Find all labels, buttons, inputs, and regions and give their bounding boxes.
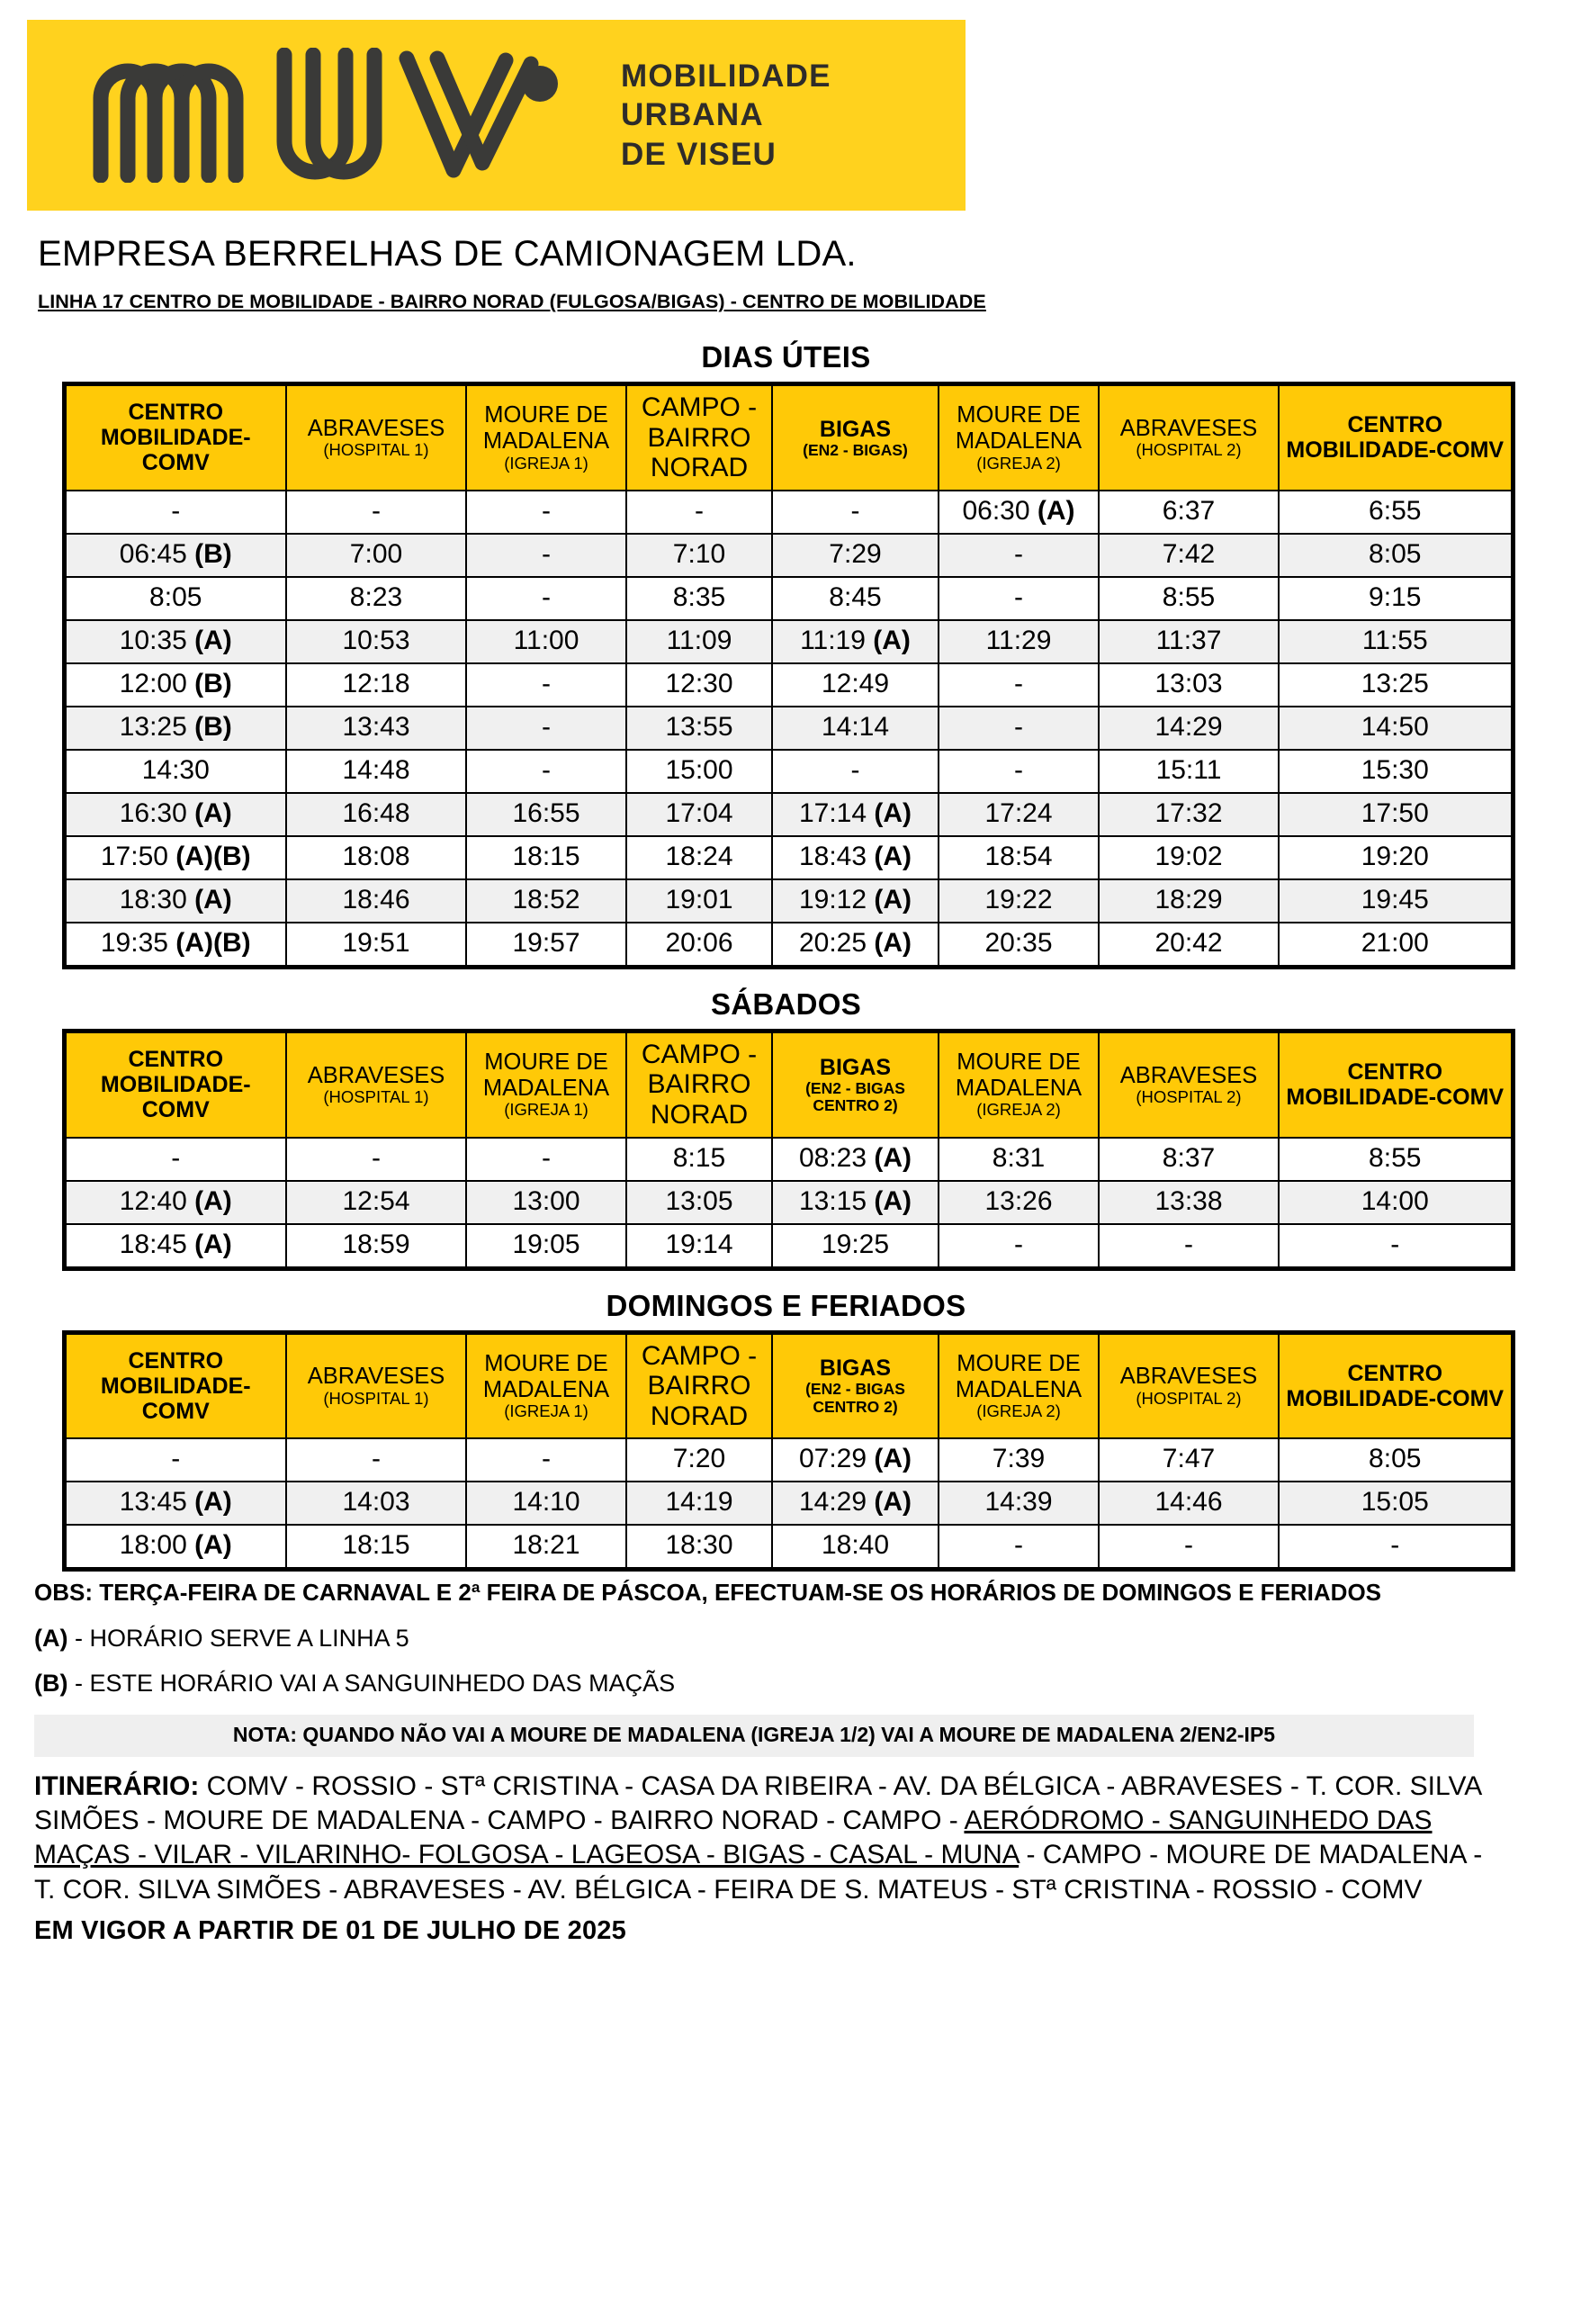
schedule-table-wrapper-sabados bbox=[62, 1029, 1511, 1271]
departure-time-cell: 11:19 (A) bbox=[772, 620, 939, 663]
column-header-main: CAMPO - BAIRRO NORAD bbox=[641, 1340, 758, 1431]
column-header-campo-bairro-norad bbox=[626, 1031, 772, 1137]
itinerary bbox=[34, 1770, 1492, 1908]
departure-time-cell: 7:47 bbox=[1099, 1438, 1279, 1482]
column-header-abraveses-hospital-2 bbox=[1099, 384, 1279, 491]
departure-time-cell: - bbox=[939, 707, 1099, 750]
column-header-abraveses-hospital-1 bbox=[286, 384, 466, 491]
column-header-sub: (IGREJA 1) bbox=[504, 1100, 588, 1120]
schedule-table-dias-uteis bbox=[62, 382, 1515, 969]
departure-time-cell: 18:21 bbox=[466, 1525, 626, 1570]
column-header-campo-bairro-norad bbox=[626, 1332, 772, 1438]
departure-time-cell: 13:25 bbox=[1279, 663, 1513, 707]
departure-time-cell: 14:30 bbox=[64, 750, 286, 793]
line-title: LINHA 17 CENTRO DE MOBILIDADE - BAIRRO NORAD (FULGOSA/BIGAS) - CENTRO DE MOBILIDADE bbox=[38, 291, 986, 312]
column-header-main: MOURE DE MADALENA bbox=[482, 402, 610, 455]
column-header-main: ABRAVESES bbox=[307, 1062, 445, 1088]
departure-time-cell: - bbox=[466, 491, 626, 534]
departure-time-cell: 10:53 bbox=[286, 620, 466, 663]
departure-time-cell: - bbox=[466, 707, 626, 750]
departure-time-cell: 14:48 bbox=[286, 750, 466, 793]
legend-a-text: - HORÁRIO SERVE A LINHA 5 bbox=[67, 1625, 409, 1653]
table-row bbox=[64, 793, 1513, 836]
service-note-marker: (A) bbox=[194, 1530, 232, 1561]
service-note-marker: (B) bbox=[194, 538, 232, 569]
departure-time-cell: - bbox=[939, 1224, 1099, 1269]
column-header-main: BIGAS bbox=[819, 416, 892, 442]
column-header-sub: (HOSPITAL 2) bbox=[1136, 440, 1242, 460]
itinerary-part-2: - CAMPO - MOURE DE MADALENA - T. COR. SILVA SIMÕES - ABRAVESES - AV. BÉLGICA - FEIRA DE S. MATEUS - STª CRISTINA - ROSSIO - COMV bbox=[34, 1840, 1483, 1905]
departure-time-cell: 14:29 bbox=[1099, 707, 1279, 750]
legend-b-key: (B) bbox=[34, 1670, 68, 1698]
departure-time-cell: 7:29 bbox=[772, 534, 939, 577]
departure-time-cell: 17:24 bbox=[939, 793, 1099, 836]
column-header-abraveses-hospital-1 bbox=[286, 1031, 466, 1137]
departure-time-cell: 7:39 bbox=[939, 1438, 1099, 1482]
service-note-marker: (A) bbox=[175, 841, 213, 871]
departure-time-cell: 6:55 bbox=[1279, 491, 1513, 534]
departure-time-cell: 8:31 bbox=[939, 1138, 1099, 1181]
service-note-marker: (A) bbox=[874, 1487, 912, 1518]
departure-time-cell: 13:26 bbox=[939, 1181, 1099, 1224]
departure-time-cell: - bbox=[466, 1438, 626, 1482]
departure-time-cell: 08:23 (A) bbox=[772, 1138, 939, 1181]
service-note-marker: (A) bbox=[194, 884, 232, 914]
departure-time-cell: 19:05 bbox=[466, 1224, 626, 1269]
departure-time-cell: - bbox=[64, 491, 286, 534]
departure-time-cell: 12:40 (A) bbox=[64, 1181, 286, 1224]
muv-logo-icon bbox=[90, 48, 594, 183]
departure-time-cell: 18:54 bbox=[939, 836, 1099, 879]
service-note-marker: (A) bbox=[194, 1185, 232, 1216]
column-header-centro-mobilidade-comv bbox=[1279, 1332, 1513, 1438]
table-row bbox=[64, 1224, 1513, 1269]
departure-time-cell: 12:00 (B) bbox=[64, 663, 286, 707]
departure-time-cell: 18:59 bbox=[286, 1224, 466, 1269]
departure-time-cell: 19:14 bbox=[626, 1224, 772, 1269]
departure-time-cell: - bbox=[286, 1138, 466, 1181]
departure-time-cell: 12:49 bbox=[772, 663, 939, 707]
column-header-sub: (EN2 - BIGAS CENTRO 2) bbox=[805, 1380, 905, 1416]
departure-time-cell: - bbox=[286, 1438, 466, 1482]
departure-time-cell: 13:25 (B) bbox=[64, 707, 286, 750]
departure-time-cell: 10:35 (A) bbox=[64, 620, 286, 663]
service-note-marker: (B) bbox=[194, 711, 232, 742]
column-header-bigas-en2-bigas-centro-2 bbox=[772, 1332, 939, 1438]
column-header-main: CENTRO MOBILIDADE-COMV bbox=[100, 1047, 251, 1123]
departure-time-cell: 8:35 bbox=[626, 577, 772, 620]
departure-time-cell: 17:32 bbox=[1099, 793, 1279, 836]
departure-time-cell: 14:00 bbox=[1279, 1181, 1513, 1224]
service-note-marker: (B) bbox=[212, 927, 251, 958]
service-note-marker: (A) bbox=[874, 1444, 912, 1474]
departure-time-cell: 14:14 bbox=[772, 707, 939, 750]
column-header-main: CAMPO - BAIRRO NORAD bbox=[641, 392, 758, 483]
nota-box: NOTA: QUANDO NÃO VAI A MOURE DE MADALENA (IGREJA 1/2) VAI A MOURE DE MADALENA 2/EN2-IP5 bbox=[34, 1715, 1474, 1757]
departure-time-cell: 18:08 bbox=[286, 836, 466, 879]
column-header-moure-de-madalena-igreja-1 bbox=[466, 1332, 626, 1438]
departure-time-cell: 17:14 (A) bbox=[772, 793, 939, 836]
departure-time-cell: - bbox=[1099, 1224, 1279, 1269]
column-header-main: MOURE DE MADALENA bbox=[482, 1049, 610, 1101]
column-header-main: MOURE DE MADALENA bbox=[955, 402, 1082, 455]
column-header-centro-mobilidade-comv bbox=[1279, 384, 1513, 491]
company-name: EMPRESA BERRELHAS DE CAMIONAGEM LDA. bbox=[38, 234, 857, 274]
departure-time-cell: - bbox=[939, 534, 1099, 577]
departure-time-cell: 13:38 bbox=[1099, 1181, 1279, 1224]
schedule-table-wrapper-dias-uteis bbox=[62, 382, 1511, 969]
departure-time-cell: 19:02 bbox=[1099, 836, 1279, 879]
service-note-marker: (A) bbox=[873, 625, 911, 655]
departure-time-cell: 13:03 bbox=[1099, 663, 1279, 707]
column-header-centro-mobilidade-comv bbox=[64, 1332, 286, 1438]
departure-time-cell: 14:03 bbox=[286, 1482, 466, 1525]
departure-time-cell: - bbox=[939, 577, 1099, 620]
table-header-row bbox=[64, 1332, 1513, 1438]
brand-banner bbox=[27, 20, 966, 211]
departure-time-cell: 7:20 bbox=[626, 1438, 772, 1482]
column-header-sub: (IGREJA 2) bbox=[976, 1100, 1061, 1120]
table-row bbox=[64, 491, 1513, 534]
departure-time-cell: 19:45 bbox=[1279, 879, 1513, 923]
departure-time-cell: 19:51 bbox=[286, 923, 466, 968]
column-header-bigas-en2-bigas-centro-2 bbox=[772, 1031, 939, 1137]
departure-time-cell: - bbox=[466, 534, 626, 577]
column-header-main: ABRAVESES bbox=[1119, 415, 1258, 441]
section-title-sabados: SÁBADOS bbox=[710, 986, 862, 1021]
departure-time-cell: 13:05 bbox=[626, 1181, 772, 1224]
itinerary-label: ITINERÁRIO: bbox=[34, 1770, 200, 1801]
service-note-marker: (A) bbox=[175, 927, 213, 958]
table-row bbox=[64, 1438, 1513, 1482]
departure-time-cell: 14:29 (A) bbox=[772, 1482, 939, 1525]
schedule-table-wrapper-domingos-e-feriados bbox=[62, 1330, 1511, 1572]
departure-time-cell: 8:45 bbox=[772, 577, 939, 620]
departure-time-cell: 12:30 bbox=[626, 663, 772, 707]
departure-time-cell: - bbox=[466, 1138, 626, 1181]
departure-time-cell: - bbox=[1099, 1525, 1279, 1570]
departure-time-cell: 18:40 bbox=[772, 1525, 939, 1570]
column-header-moure-de-madalena-igreja-2 bbox=[939, 1031, 1099, 1137]
section-title-domingos-e-feriados: DOMINGOS E FERIADOS bbox=[606, 1288, 966, 1322]
schedule-table-domingos-e-feriados bbox=[62, 1330, 1515, 1572]
table-row bbox=[64, 577, 1513, 620]
column-header-sub: (HOSPITAL 2) bbox=[1136, 1087, 1242, 1107]
departure-time-cell: - bbox=[466, 750, 626, 793]
schedule-sections bbox=[0, 340, 1572, 1572]
departure-time-cell: 7:10 bbox=[626, 534, 772, 577]
service-note-marker: (A) bbox=[194, 625, 232, 655]
departure-time-cell: 12:54 bbox=[286, 1181, 466, 1224]
column-header-campo-bairro-norad bbox=[626, 384, 772, 491]
departure-time-cell: 18:46 bbox=[286, 879, 466, 923]
departure-time-cell: 16:48 bbox=[286, 793, 466, 836]
column-header-sub: (EN2 - BIGAS CENTRO 2) bbox=[805, 1078, 905, 1115]
departure-time-cell: - bbox=[64, 1138, 286, 1181]
departure-time-cell: 18:29 bbox=[1099, 879, 1279, 923]
departure-time-cell: 15:05 bbox=[1279, 1482, 1513, 1525]
departure-time-cell: 9:15 bbox=[1279, 577, 1513, 620]
service-note-marker: (A) bbox=[194, 1487, 232, 1518]
in-force-date: EM VIGOR A PARTIR DE 01 DE JULHO DE 2025 bbox=[34, 1916, 626, 1946]
column-header-main: CENTRO MOBILIDADE-COMV bbox=[1286, 412, 1505, 464]
departure-time-cell: 19:35 (A)(B) bbox=[64, 923, 286, 968]
column-header-main: BIGAS bbox=[819, 1356, 892, 1382]
column-header-abraveses-hospital-1 bbox=[286, 1332, 466, 1438]
column-header-main: ABRAVESES bbox=[1119, 1062, 1258, 1088]
column-header-abraveses-hospital-2 bbox=[1099, 1031, 1279, 1137]
departure-time-cell: - bbox=[939, 663, 1099, 707]
column-header-moure-de-madalena-igreja-2 bbox=[939, 1332, 1099, 1438]
column-header-main: CENTRO MOBILIDADE-COMV bbox=[100, 1347, 251, 1424]
service-note-marker: (B) bbox=[212, 841, 251, 871]
departure-time-cell: 6:37 bbox=[1099, 491, 1279, 534]
wordmark-line-3: DE VISEU bbox=[621, 136, 777, 172]
departure-time-cell: 17:50 (A)(B) bbox=[64, 836, 286, 879]
departure-time-cell: 13:43 bbox=[286, 707, 466, 750]
departure-time-cell: 13:00 bbox=[466, 1181, 626, 1224]
observation-note: OBS: TERÇA-FEIRA DE CARNAVAL E 2ª FEIRA DE PÁSCOA, EFECTUAM-SE OS HORÁRIOS DE DOMINGOS E FERIADOS bbox=[34, 1579, 1382, 1607]
column-header-main: MOURE DE MADALENA bbox=[482, 1351, 610, 1402]
departure-time-cell: 14:50 bbox=[1279, 707, 1513, 750]
departure-time-cell: 8:55 bbox=[1099, 577, 1279, 620]
column-header-main: CENTRO MOBILIDADE-COMV bbox=[1286, 1059, 1505, 1111]
departure-time-cell: 13:55 bbox=[626, 707, 772, 750]
column-header-moure-de-madalena-igreja-1 bbox=[466, 384, 626, 491]
departure-time-cell: 18:00 (A) bbox=[64, 1525, 286, 1570]
departure-time-cell: 21:00 bbox=[1279, 923, 1513, 968]
table-header-row bbox=[64, 384, 1513, 491]
departure-time-cell: 17:50 bbox=[1279, 793, 1513, 836]
column-header-centro-mobilidade-comv bbox=[64, 384, 286, 491]
table-row bbox=[64, 663, 1513, 707]
departure-time-cell: 19:20 bbox=[1279, 836, 1513, 879]
departure-time-cell: 17:04 bbox=[626, 793, 772, 836]
table-row bbox=[64, 879, 1513, 923]
column-header-moure-de-madalena-igreja-2 bbox=[939, 384, 1099, 491]
column-header-main: ABRAVESES bbox=[307, 1364, 445, 1390]
table-header-row bbox=[64, 1031, 1513, 1137]
departure-time-cell: 15:11 bbox=[1099, 750, 1279, 793]
departure-time-cell: 18:52 bbox=[466, 879, 626, 923]
departure-time-cell: 11:09 bbox=[626, 620, 772, 663]
service-note-marker: (A) bbox=[1037, 495, 1075, 526]
departure-time-cell: 20:25 (A) bbox=[772, 923, 939, 968]
departure-time-cell: 20:06 bbox=[626, 923, 772, 968]
column-header-sub: (IGREJA 2) bbox=[976, 1401, 1061, 1421]
logo-dot-icon bbox=[522, 66, 558, 102]
column-header-main: BIGAS bbox=[819, 1054, 892, 1080]
column-header-main: ABRAVESES bbox=[1119, 1364, 1258, 1390]
departure-time-cell: 8:55 bbox=[1279, 1138, 1513, 1181]
itinerary-part-1: COMV - ROSSIO - STª CRISTINA - CASA DA RIBEIRA - AV. DA BÉLGICA - ABRAVESES - T. COR. SILVA SIMÕES - MOURE DE MADALENA - CAMPO - BAIRRO NORAD - CAMPO - bbox=[34, 1770, 1481, 1835]
legend-a bbox=[34, 1624, 1492, 1653]
departure-time-cell: 14:10 bbox=[466, 1482, 626, 1525]
column-header-sub: (IGREJA 1) bbox=[504, 453, 588, 473]
departure-time-cell: 12:18 bbox=[286, 663, 466, 707]
column-header-main: CAMPO - BAIRRO NORAD bbox=[641, 1039, 758, 1130]
legend-a-key: (A) bbox=[34, 1625, 68, 1653]
departure-time-cell: 19:01 bbox=[626, 879, 772, 923]
departure-time-cell: - bbox=[939, 1525, 1099, 1570]
table-row bbox=[64, 1482, 1513, 1525]
service-note-marker: (A) bbox=[874, 884, 912, 914]
departure-time-cell: - bbox=[626, 491, 772, 534]
departure-time-cell: 14:19 bbox=[626, 1482, 772, 1525]
departure-time-cell: 07:29 (A) bbox=[772, 1438, 939, 1482]
departure-time-cell: 18:15 bbox=[286, 1525, 466, 1570]
legend-b bbox=[34, 1669, 1492, 1698]
column-header-centro-mobilidade-comv bbox=[64, 1031, 286, 1137]
departure-time-cell: 8:15 bbox=[626, 1138, 772, 1181]
service-note-marker: (B) bbox=[194, 668, 232, 698]
column-header-main: ABRAVESES bbox=[307, 415, 445, 441]
departure-time-cell: 7:00 bbox=[286, 534, 466, 577]
departure-time-cell: 16:30 (A) bbox=[64, 793, 286, 836]
departure-time-cell: 16:55 bbox=[466, 793, 626, 836]
departure-time-cell: 8:05 bbox=[1279, 534, 1513, 577]
departure-time-cell: 20:35 bbox=[939, 923, 1099, 968]
table-row bbox=[64, 1181, 1513, 1224]
service-note-marker: (A) bbox=[874, 797, 912, 828]
departure-time-cell: - bbox=[64, 1438, 286, 1482]
column-header-centro-mobilidade-comv bbox=[1279, 1031, 1513, 1137]
departure-time-cell: 15:30 bbox=[1279, 750, 1513, 793]
service-note-marker: (A) bbox=[874, 1142, 912, 1173]
table-row bbox=[64, 707, 1513, 750]
departure-time-cell: 06:30 (A) bbox=[939, 491, 1099, 534]
table-row bbox=[64, 1138, 1513, 1181]
departure-time-cell: 20:42 bbox=[1099, 923, 1279, 968]
departure-time-cell: - bbox=[772, 491, 939, 534]
departure-time-cell: 15:00 bbox=[626, 750, 772, 793]
column-header-moure-de-madalena-igreja-1 bbox=[466, 1031, 626, 1137]
departure-time-cell: 8:23 bbox=[286, 577, 466, 620]
departure-time-cell: 06:45 (B) bbox=[64, 534, 286, 577]
departure-time-cell: 13:45 (A) bbox=[64, 1482, 286, 1525]
column-header-main: CENTRO MOBILIDADE-COMV bbox=[100, 400, 251, 476]
departure-time-cell: 11:55 bbox=[1279, 620, 1513, 663]
departure-time-cell: - bbox=[1279, 1525, 1513, 1570]
schedule-table-sabados bbox=[62, 1029, 1515, 1271]
timetable-document bbox=[0, 20, 1572, 2324]
column-header-abraveses-hospital-2 bbox=[1099, 1332, 1279, 1438]
departure-time-cell: 8:05 bbox=[64, 577, 286, 620]
departure-time-cell: - bbox=[286, 491, 466, 534]
departure-time-cell: - bbox=[1279, 1224, 1513, 1269]
column-header-sub: (IGREJA 1) bbox=[504, 1401, 588, 1421]
departure-time-cell: - bbox=[772, 750, 939, 793]
service-note-marker: (A) bbox=[874, 841, 912, 871]
departure-time-cell: 18:45 (A) bbox=[64, 1224, 286, 1269]
departure-time-cell: 11:29 bbox=[939, 620, 1099, 663]
column-header-bigas-en2-bigas bbox=[772, 384, 939, 491]
service-note-marker: (A) bbox=[874, 1185, 912, 1216]
column-header-sub: (EN2 - BIGAS) bbox=[803, 440, 908, 459]
table-row bbox=[64, 620, 1513, 663]
column-header-sub: (HOSPITAL 1) bbox=[323, 440, 429, 460]
column-header-sub: (IGREJA 2) bbox=[976, 453, 1061, 473]
column-header-sub: (HOSPITAL 1) bbox=[323, 1388, 429, 1408]
section-title-dias-uteis: DIAS ÚTEIS bbox=[701, 340, 871, 374]
departure-time-cell: - bbox=[939, 750, 1099, 793]
departure-time-cell: 19:22 bbox=[939, 879, 1099, 923]
column-header-main: MOURE DE MADALENA bbox=[955, 1049, 1082, 1101]
brand-wordmark bbox=[621, 57, 831, 174]
legend-b-text: - ESTE HORÁRIO VAI A SANGUINHEDO DAS MAÇÃS bbox=[67, 1670, 676, 1698]
departure-time-cell: 13:15 (A) bbox=[772, 1181, 939, 1224]
departure-time-cell: 8:37 bbox=[1099, 1138, 1279, 1181]
wordmark-line-2: URBANA bbox=[621, 97, 764, 133]
column-header-sub: (HOSPITAL 1) bbox=[323, 1087, 429, 1107]
departure-time-cell: 18:15 bbox=[466, 836, 626, 879]
table-row bbox=[64, 750, 1513, 793]
column-header-main: CENTRO MOBILIDADE-COMV bbox=[1286, 1360, 1505, 1411]
departure-time-cell: 18:43 (A) bbox=[772, 836, 939, 879]
table-row bbox=[64, 534, 1513, 577]
departure-time-cell: 8:05 bbox=[1279, 1438, 1513, 1482]
service-note-marker: (A) bbox=[194, 797, 232, 828]
column-header-sub: (HOSPITAL 2) bbox=[1136, 1388, 1242, 1408]
departure-time-cell: 14:46 bbox=[1099, 1482, 1279, 1525]
departure-time-cell: 19:12 (A) bbox=[772, 879, 939, 923]
departure-time-cell: - bbox=[466, 577, 626, 620]
departure-time-cell: 19:57 bbox=[466, 923, 626, 968]
column-header-main: MOURE DE MADALENA bbox=[955, 1351, 1082, 1402]
departure-time-cell: 14:39 bbox=[939, 1482, 1099, 1525]
service-note-marker: (A) bbox=[194, 1229, 232, 1259]
table-row bbox=[64, 836, 1513, 879]
departure-time-cell: 18:24 bbox=[626, 836, 772, 879]
footer-notes bbox=[34, 1579, 1492, 1946]
departure-time-cell: 7:42 bbox=[1099, 534, 1279, 577]
departure-time-cell: 18:30 bbox=[626, 1525, 772, 1570]
itinerary-underlined-part: AERÓDROMO - SANGUINHEDO DAS MAÇAS - VILAR - VILARINHO- FOLGOSA - LAGEOSA - BIGAS - CASAL - MUNA bbox=[34, 1805, 1433, 1870]
departure-time-cell: - bbox=[466, 663, 626, 707]
departure-time-cell: 19:25 bbox=[772, 1224, 939, 1269]
departure-time-cell: 11:37 bbox=[1099, 620, 1279, 663]
departure-time-cell: 11:00 bbox=[466, 620, 626, 663]
table-row bbox=[64, 1525, 1513, 1570]
departure-time-cell: 18:30 (A) bbox=[64, 879, 286, 923]
wordmark-line-1: MOBILIDADE bbox=[621, 58, 831, 94]
table-row bbox=[64, 923, 1513, 968]
service-note-marker: (A) bbox=[874, 927, 912, 958]
